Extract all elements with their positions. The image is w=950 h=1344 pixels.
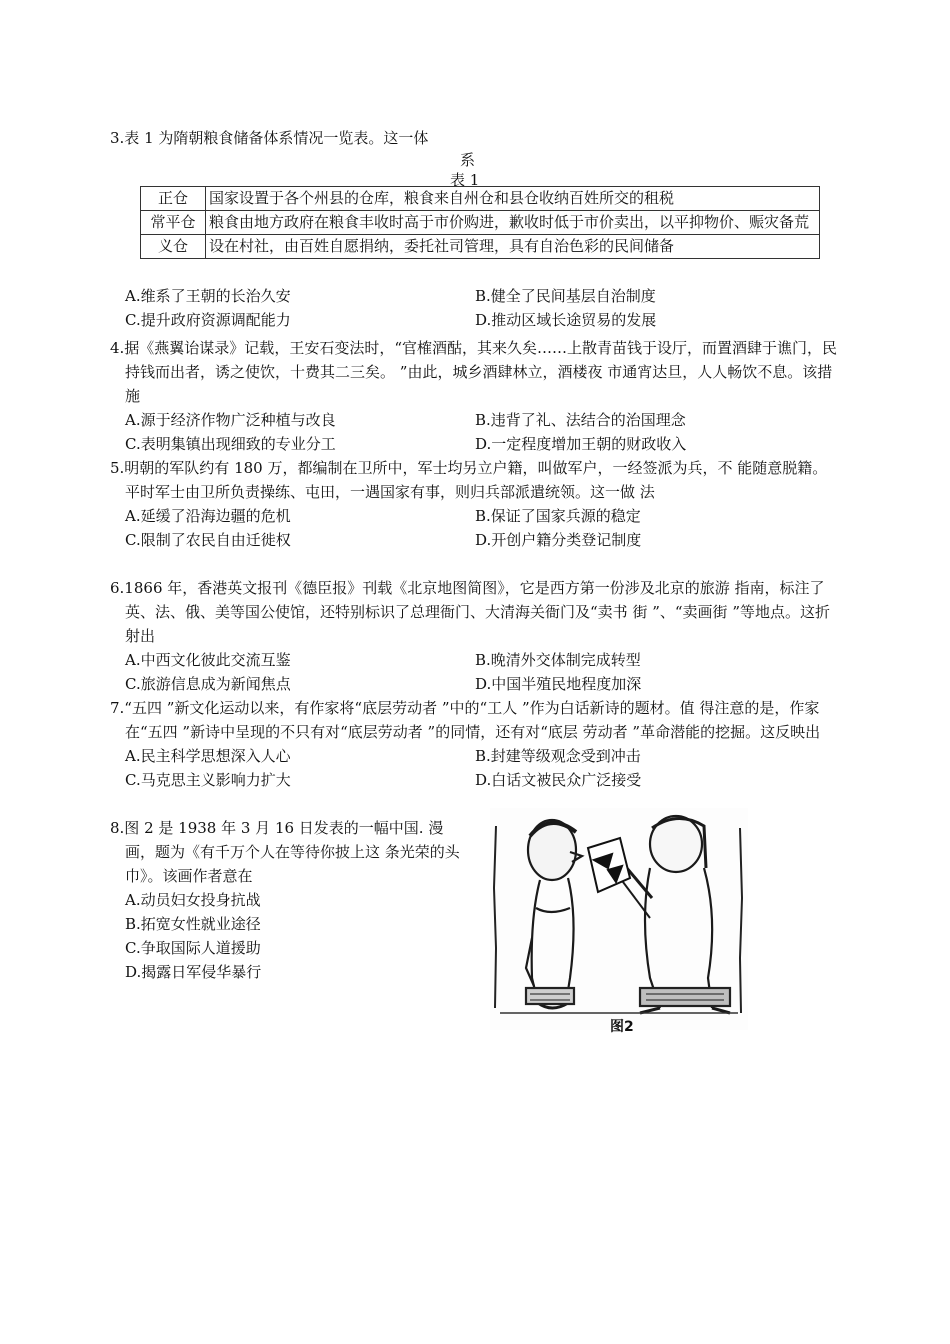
- table-cell-desc: 国家设置于各个州县的仓库，粮食来自州仓和县仓收纳百姓所交的租税: [206, 187, 820, 211]
- question-7: [110, 696, 840, 792]
- table-title: 表 1: [450, 171, 480, 189]
- question-6-stem: 6.1866 年，香港英文报刊《德臣报》刊载《北京地图简图》，它是西方第一份涉及北京的旅游 指南，标注了英、法、俄、美等国公使馆，还特别标识了总理衙门、大清海关衙门及“卖书 街 ”、“卖画街 ”等地点。这折射出: [110, 579, 830, 645]
- grain-storage-table: [140, 186, 820, 259]
- option-b[interactable]: B.封建等级观念受到冲击: [475, 747, 641, 765]
- option-c[interactable]: C.提升政府资源调配能力: [125, 311, 291, 329]
- question-3: [110, 126, 840, 190]
- option-d[interactable]: D.开创户籍分类登记制度: [475, 531, 642, 549]
- question-3-stem: 3.表 1 为隋朝粮食储备体系情况一览表。这一体: [110, 129, 429, 147]
- table-row: [141, 235, 820, 259]
- table-cell-desc: 设在村社，由百姓自愿捐纳，委托社司管理，具有自治色彩的民间储备: [206, 235, 820, 259]
- option-d[interactable]: D.推动区域长途贸易的发展: [475, 311, 657, 329]
- question-3-stem-cont: 系: [460, 151, 476, 169]
- option-b[interactable]: B.晚清外交体制完成转型: [475, 651, 641, 669]
- question-6: [110, 576, 840, 696]
- option-a[interactable]: A.维系了王朝的长治久安: [125, 287, 291, 305]
- option-a[interactable]: A.民主科学思想深入人心: [125, 747, 291, 765]
- question-5: [110, 456, 840, 552]
- cartoon-illustration: [490, 808, 748, 1030]
- option-b[interactable]: B.健全了民间基层自治制度: [475, 287, 656, 305]
- option-c[interactable]: C.旅游信息成为新闻焦点: [125, 675, 291, 693]
- question-7-stem: 7.“五四 ”新文化运动以来，有作家将“底层劳动者 ”中的“工人 ”作为白话新诗的题材。值 得注意的是，作家在“五四 ”新诗中呈现的不只有对“底层劳动者 ”的同情，还有对“底层 劳动者 ”革命潜能的挖掘。这反映出: [110, 699, 821, 741]
- option-b[interactable]: B.拓宽女性就业途径: [125, 915, 261, 933]
- question-4: [110, 336, 840, 456]
- option-c[interactable]: C.马克思主义影响力扩大: [125, 771, 291, 789]
- option-a[interactable]: A.源于经济作物广泛种植与改良: [125, 411, 336, 429]
- table-cell-name: 正仓: [141, 187, 206, 211]
- figure-caption: 图2: [610, 1019, 634, 1035]
- option-a[interactable]: A.中西文化彼此交流互鉴: [125, 651, 291, 669]
- question-4-stem: 4.据《燕翼诒谋录》记载，王安石变法时，“官榷酒酤，其来久矣……上散青苗钱于设厅，而置酒肆于谯门，民持钱而出者，诱之使饮，十费其二三矣。 ”由此，城乡酒肆林立，酒楼夜 市通宵达旦，人人畅饮不息。该措施: [110, 339, 837, 405]
- table-cell-name: 义仓: [141, 235, 206, 259]
- option-d[interactable]: D.白话文被民众广泛接受: [475, 771, 642, 789]
- option-a[interactable]: A.延缓了沿海边疆的危机: [125, 507, 291, 525]
- table-cell-desc: 粮食由地方政府在粮食丰收时高于市价购进，歉收时低于市价卖出，以平抑物价、赈灾备荒: [206, 211, 820, 235]
- option-d[interactable]: D.中国半殖民地程度加深: [475, 675, 642, 693]
- option-b[interactable]: B.保证了国家兵源的稳定: [475, 507, 641, 525]
- table-row: [141, 187, 820, 211]
- table-row: [141, 211, 820, 235]
- option-c[interactable]: C.限制了农民自由迁徙权: [125, 531, 291, 549]
- option-b[interactable]: B.违背了礼、法结合的治国理念: [475, 411, 686, 429]
- question-8-stem: 8.图 2 是 1938 年 3 月 16 日发表的一幅中国. 漫画，题为《有千万个人在等待你披上这 条光荣的头巾》。该画作者意在: [110, 819, 460, 885]
- option-d[interactable]: D.一定程度增加王朝的财政收入: [475, 435, 687, 453]
- option-c[interactable]: C.表明集镇出现细致的专业分工: [125, 435, 336, 453]
- option-a[interactable]: A.动员妇女投身抗战: [125, 891, 261, 909]
- option-d[interactable]: D.揭露日军侵华暴行: [125, 963, 262, 981]
- question-5-stem: 5.明朝的军队约有 180 万，都编制在卫所中，军士均另立户籍，叫做军户，一经签派为兵，不 能随意脱籍。平时军士由卫所负责操练、屯田，一遇国家有事，则归兵部派遣统领。这一做 法: [110, 459, 828, 501]
- question-8: [110, 816, 465, 984]
- table-cell-name: 常平仓: [141, 211, 206, 235]
- option-c[interactable]: C.争取国际人道援助: [125, 939, 261, 957]
- question-3-options: [110, 284, 840, 332]
